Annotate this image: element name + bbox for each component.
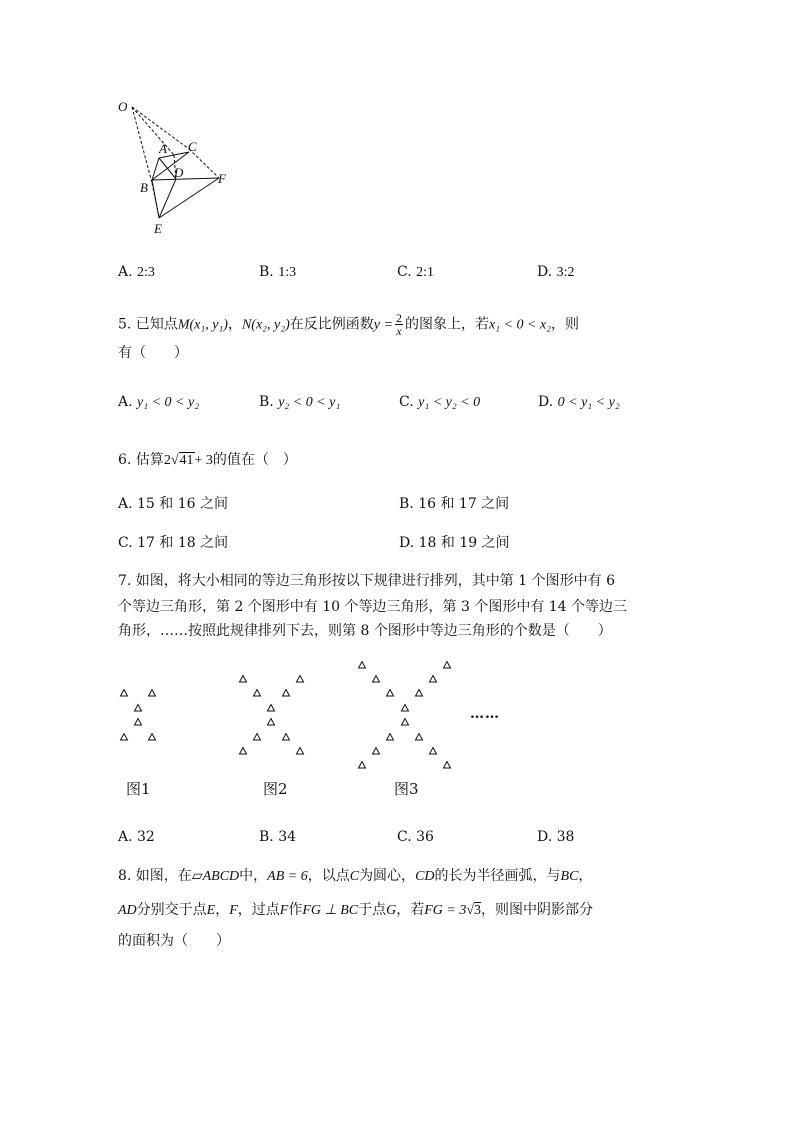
q7-caption-2: 图2	[263, 780, 288, 798]
q5-option-a[interactable]: A. y₁ < 0 < y₂	[118, 394, 200, 410]
q8-stem-line3: 的面积为（ ）	[118, 933, 230, 949]
q7-option-a[interactable]: A. 32	[118, 829, 155, 845]
q4-option-d[interactable]: D. 3:2	[537, 264, 575, 280]
q5-stem-line1: 5. 已知点M(x₁, y₁)，N(x₂, y₂)在反比例函数y = $\frac{2}{x}$ 的图象上，若x₁ < 0 < x₂，则	[118, 311, 580, 338]
pattern-1	[121, 690, 156, 741]
label-a: A	[159, 141, 167, 156]
q5-option-d[interactable]: D. 0 < y₁ < y₂	[538, 394, 620, 410]
q4-option-a[interactable]: A. 2:3	[118, 264, 155, 280]
q5-option-c[interactable]: C. y₁ < y₂ < 0	[399, 394, 481, 410]
q4-option-b[interactable]: B. 1:3	[259, 264, 297, 280]
label-c: C	[188, 139, 197, 154]
q6-option-c[interactable]: C. 17 和 18 之间	[118, 535, 229, 551]
q7-stem-line3: 角形，……按照此规律排列下去，则第 8 个图形中等边三角形的个数是（ ）	[118, 623, 612, 639]
q4-option-c[interactable]: C. 2:1	[397, 264, 435, 280]
q8-stem-line2: AD分别交于点E，F，过点F作FG ⊥ BC于点G，若FG = 3√3，则图中阴影部分	[118, 902, 594, 918]
q7-pattern-figures	[110, 655, 530, 775]
q4-figure	[112, 95, 242, 240]
q7-caption-3: 图3	[394, 780, 419, 798]
fraction: $\frac{2}{x}$	[395, 311, 402, 338]
q5-option-b[interactable]: B. y₂ < 0 < y₁	[259, 394, 341, 410]
q7-option-c[interactable]: C. 36	[397, 829, 434, 845]
q8-stem-line1: 8. 如图，在▱ABCD中，AB = 6，以点C为圆心，CD的长为半径画弧，与BC，	[118, 868, 593, 884]
q7-stem-line1: 7. 如图，将大小相同的等边三角形按以下规律进行排列，其中第 1 个图形中有 6	[118, 573, 615, 589]
sqrt: √41	[170, 453, 194, 468]
q7-option-d[interactable]: D. 38	[537, 829, 575, 845]
q6-option-d[interactable]: D. 18 和 19 之间	[399, 535, 510, 551]
label-f: F	[218, 171, 226, 186]
q6-option-b[interactable]: B. 16 和 17 之间	[399, 496, 510, 512]
q7-caption-1: 图1	[126, 780, 151, 798]
q6-stem: 6. 估算2√41+ 3的值在（ ）	[118, 450, 297, 471]
q6-option-a[interactable]: A. 15 和 16 之间	[118, 496, 228, 512]
pattern-3	[359, 662, 451, 769]
label-d: D	[174, 165, 184, 180]
q7-stem-line2: 个等边三角形，第 2 个图形中有 10 个等边三角形，第 3 个图形中有 14 个等边三	[118, 599, 628, 615]
pattern-2	[240, 676, 304, 755]
label-b: B	[140, 180, 148, 195]
q7-ellipsis: ……	[470, 706, 500, 722]
label-e: E	[154, 221, 162, 236]
q5-stem-line2: 有（ ）	[118, 345, 188, 361]
label-o: O	[118, 99, 128, 114]
q7-option-b[interactable]: B. 34	[259, 829, 297, 845]
